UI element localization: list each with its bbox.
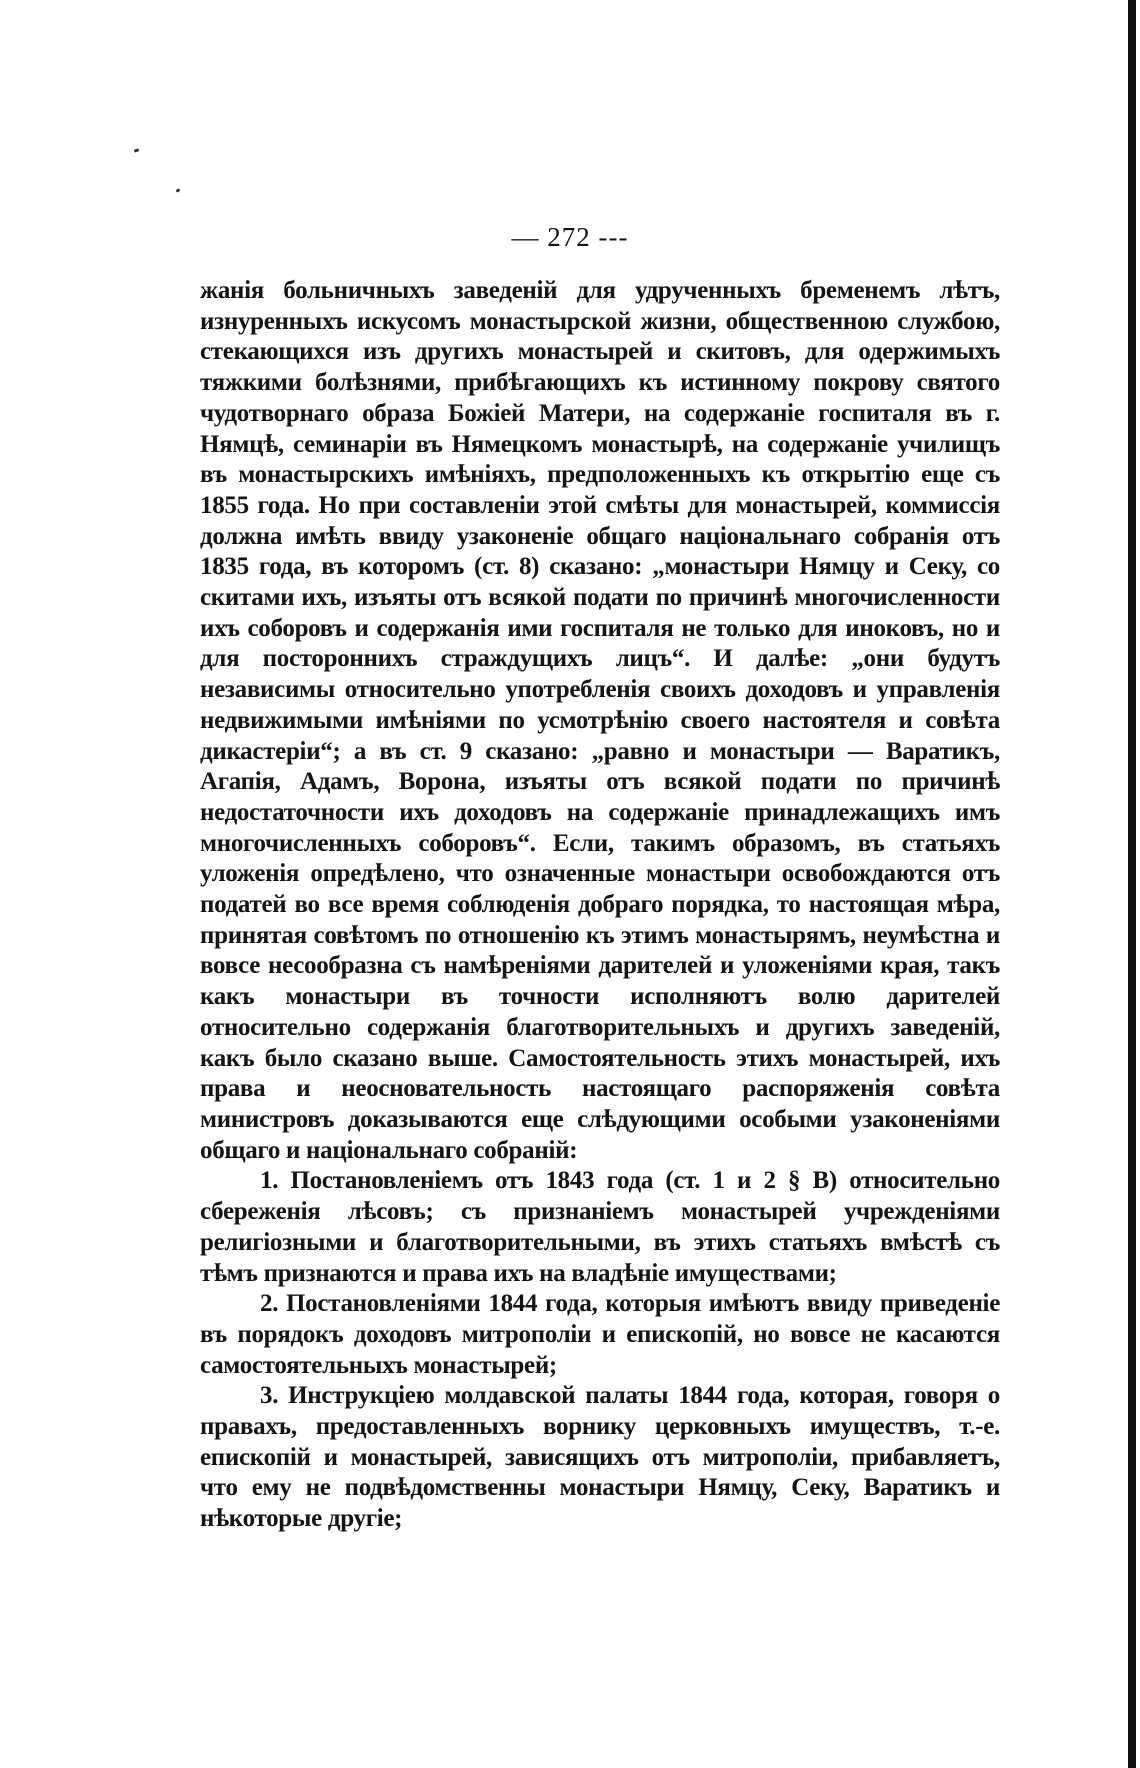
- paragraph-item-1: 1. Постановленіемъ отъ 1843 года (ст. 1 и 2 § В) относительно сбереженія лѣсовъ; съ признаніемъ монастырей учрежденіями религіозными и благотворительными, въ этихъ статьяхъ вмѣстѣ съ тѣмъ признаются и права ихъ на владѣніе имуществами;: [200, 1167, 1000, 1287]
- scan-edge: [1128, 0, 1136, 1768]
- page-number: — 272 ---: [511, 222, 629, 252]
- paragraph-main: жанія больничныхъ заведеній для удрученныхъ бременемъ лѣтъ, изнуренныхъ искусомъ монастырской жизни, общественною службою, стекающихся изъ другихъ монастырей и скитовъ, для одержимыхъ тяжкими болѣзнями, прибѣгающихъ къ истинному покрову святого чудотворнаго образа Божіей Матери, на содержаніе госпиталя въ г. Нямцѣ, семинаріи въ Нямецкомъ монастырѣ, на содержаніе училищъ въ монастырскихъ имѣніяхъ, предположенныхъ къ открытію еще съ 1855 года. Но при составленіи этой смѣты для монастырей, коммиссія должна имѣть ввиду узаконеніе общаго національнаго собранія отъ 1835 года, въ которомъ (ст. 8) сказано: „монастыри Нямцу и Секу, со скитами ихъ, изъяты отъ всякой подати по причинѣ многочисленности ихъ соборовъ и содержанія ими госпиталя не только для иноковъ, но и для постороннихъ страждущихъ лицъ“. И далѣе: „они будутъ независимы относительно употребленія своихъ доходовъ и управленія недвижимыми имѣніями по усмотрѣнію своего настоятеля и совѣта дикастеріи“; а въ ст. 9 сказано: „равно и монастыри — Варатикъ, Агапія, Адамъ, Ворона, изъяты отъ всякой подати по причинѣ недостаточности ихъ доходовъ на содержаніе принадлежащихъ имъ многочисленныхъ соборовъ“. Если, такимъ образомъ, въ статьяхъ уложенія опредѣлено, что означенные монастыри освобождаются отъ податей во все время соблюденія добраго порядка, то настоящая мѣра, принятая совѣтомъ по отношенію къ этимъ монастырямъ, неумѣстна и вовсе несообразна съ намѣреніями дарителей и уложеніями края, такъ какъ монастыри въ точности исполняютъ волю дарителей относительно содержанія благотворительныхъ и другихъ заведеній, какъ было сказано выше. Самостоятельность этихъ монастырей, ихъ права и неосновательность настоящаго распоряженія совѣта министровъ доказываются еще слѣдующими особыми узаконеніями общаго и національнаго собраній:: [200, 277, 1000, 1164]
- scan-speck: [176, 188, 181, 193]
- paragraph-item-2: 2. Постановленіями 1844 года, которыя имѣютъ ввиду приведеніе въ порядокъ доходовъ митрополіи и епископій, но вовсе не касаются самостоятельныхъ монастырей;: [200, 1290, 1000, 1379]
- paragraph-item-3: 3. Инструкціею молдавской палаты 1844 года, которая, говоря о правахъ, предоставленныхъ ворнику церковныхъ имуществъ, т.-е. епископій и монастырей, зависящихъ отъ митрополіи, прибавляетъ, что ему не подвѣдомственны монастыри Нямцу, Секу, Варатикъ и нѣкоторые другіе;: [200, 1382, 1000, 1533]
- page-body: [200, 276, 1000, 1535]
- scan-speck: [134, 148, 140, 153]
